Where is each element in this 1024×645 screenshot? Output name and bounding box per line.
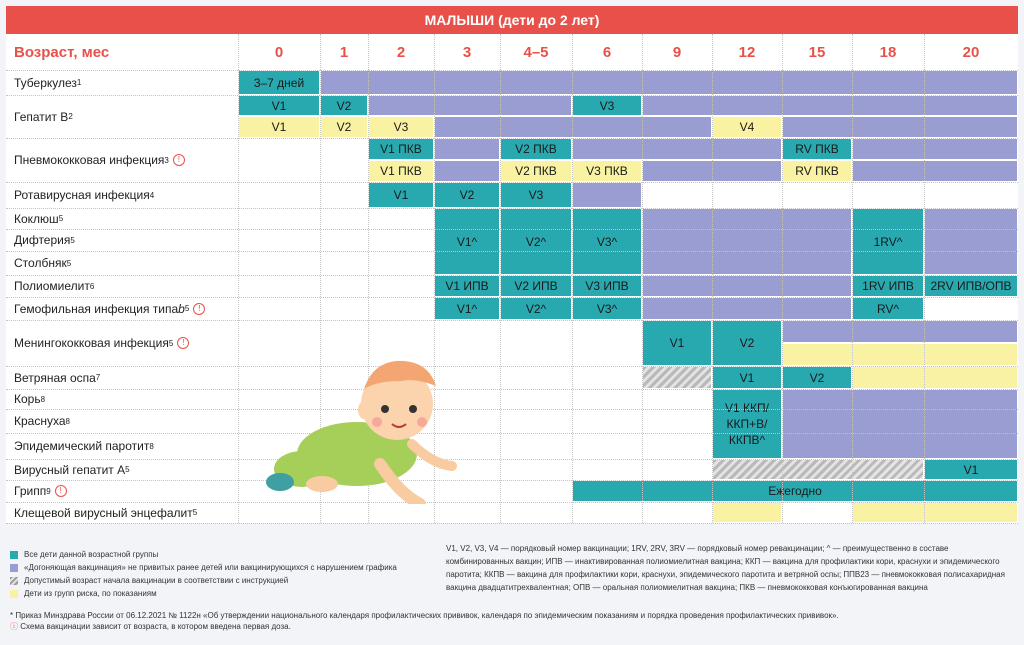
- legend-item: [10, 589, 157, 598]
- legend-text: Все дети данной возрастной группы: [24, 550, 159, 559]
- pneumo-risk-v3-cell: V3 ПКВ: [573, 161, 641, 181]
- tb-catchup-cell: [321, 71, 1017, 94]
- pneumo-catchup-cell: [573, 139, 781, 159]
- row-divider: [6, 95, 1018, 96]
- header-divider: [320, 34, 321, 70]
- flu-annual-cell: Ежегодно: [573, 481, 1017, 501]
- disease-name: Вирусный гепатит А: [14, 462, 126, 477]
- disease-label: [14, 70, 81, 95]
- disease-name: Полиомиелит: [14, 279, 90, 293]
- polio-v1-cell: V1 ИПВ: [435, 276, 499, 296]
- column-divider: [712, 70, 713, 523]
- legend: [6, 536, 1018, 606]
- disease-name: Туберкулез: [14, 75, 77, 90]
- disease-label: [14, 251, 71, 275]
- header-divider: [572, 34, 573, 70]
- pneumo-catchup-cell: [853, 161, 1017, 181]
- warning-icon: !: [177, 337, 189, 349]
- hepa-hatch-cell: [713, 460, 923, 479]
- pneumo-catchup-cell: [853, 139, 1017, 159]
- hib-type-letter: b: [178, 301, 185, 316]
- pneumo-risk-v2-cell: V2 ПКВ: [501, 161, 571, 181]
- header-divider: [500, 34, 501, 70]
- pneumo-risk-v1-cell: V1 ПКВ: [369, 161, 433, 181]
- varicella-v2-cell: V2: [783, 367, 851, 388]
- hepb-risk-v2-cell: V2: [321, 117, 367, 137]
- disease-label: [14, 409, 70, 433]
- dtp-catchup-cell: [643, 209, 851, 274]
- pneumo-catchup-cell: [435, 139, 499, 159]
- row-divider: [6, 433, 1018, 434]
- polio-catchup-cell: [643, 276, 851, 296]
- footnote-mark: 1: [76, 78, 82, 87]
- disease-name: Краснуха: [14, 414, 66, 428]
- dtp-catchup-cell: [925, 209, 1017, 274]
- crawling-baby-illustration: [262, 344, 462, 504]
- legend-item: [10, 576, 288, 585]
- hepb-v2-cell: V2: [321, 96, 367, 115]
- varicella-risk-cell: [853, 367, 1017, 388]
- legend-text: Допустимый возраст начала вакцинации в соответствии с инструкцией: [24, 576, 289, 585]
- legend-swatch: [10, 590, 18, 598]
- hib-catchup-cell: [643, 298, 851, 319]
- disease-label: [14, 182, 154, 208]
- footnote-mark: 5: [192, 508, 198, 517]
- disease-name: Грипп: [14, 484, 47, 498]
- disease-name: Клещевой вирусный энцефалит: [14, 505, 193, 520]
- disease-name: Столбняк: [14, 256, 67, 270]
- hepb-catchup-cell: [643, 96, 1017, 115]
- hib-v2-cell: V2^: [501, 298, 571, 319]
- legend-swatch: [10, 577, 18, 585]
- age-column-3: 2: [368, 34, 434, 70]
- age-column-2: 1: [320, 34, 368, 70]
- age-column-8: 12: [712, 34, 782, 70]
- disease-label: [14, 208, 63, 229]
- header-divider: [238, 34, 239, 70]
- varicella-v1-cell: V1: [713, 367, 781, 388]
- dtp-v3-cell: V3^: [573, 209, 641, 274]
- hib-v3-cell: V3^: [573, 298, 641, 319]
- header-divider: [712, 34, 713, 70]
- warning-icon: !: [193, 303, 205, 315]
- mening-risk-cell: [783, 344, 1017, 365]
- row-divider: [6, 208, 1018, 209]
- header-divider: [782, 34, 783, 70]
- disease-name: Менингококковая инфекция: [14, 336, 169, 350]
- abbreviations-text: V1, V2, V3, V4 — порядковый номер вакцинации; 1RV, 2RV, 3RV — порядковый номер ревакцинации; ^ — преимущественно в составе комбинированных вакцин; ИПВ — инактивированная полиомиелитная вакцина; ККП — вакцина для профилактики кори, краснухи и эпидемического паротита; ККПВ — вакцина для профилактики кори, краснухи, эпидемического паротита и ветряной оспы; ППВ23 — пневмококковая полисахаридная вакцина двадцатитрехвалентная; ОПВ — оральная полиомиелитная вакцина; ПКВ — пневмококковая конъюгированная вакцина: [446, 544, 1005, 592]
- disease-label: [14, 389, 45, 409]
- disease-name: Дифтерия: [14, 233, 71, 247]
- column-divider: [500, 70, 501, 523]
- varicella-hatch-cell: [643, 367, 711, 388]
- disease-label: [14, 138, 185, 182]
- legend-item: [10, 550, 158, 559]
- disease-label: [14, 229, 75, 251]
- age-column-6: 6: [572, 34, 642, 70]
- polio-v2-cell: V2 ИПВ: [501, 276, 571, 296]
- footnote-mark: 3: [164, 155, 169, 165]
- age-column-10: 18: [852, 34, 924, 70]
- footnotes: [10, 610, 839, 632]
- row-divider: [6, 229, 1018, 230]
- warning-icon: !: [55, 485, 67, 497]
- disease-label: [14, 320, 189, 366]
- pneumo-risk-rv-cell: RV ПКВ: [783, 161, 851, 181]
- footnote-mark: 5: [125, 465, 130, 474]
- mening-v1-cell: V1: [643, 321, 711, 365]
- hib-rv-cell: RV^: [853, 298, 923, 319]
- rota-catchup-cell: [573, 183, 641, 207]
- dtp-v2-cell: V2^: [501, 209, 571, 274]
- header-divider: [924, 34, 925, 70]
- polio-rv2-cell: 2RV ИПВ/ОПВ: [925, 276, 1017, 296]
- schedule-grid: [6, 70, 1018, 523]
- header-divider: [642, 34, 643, 70]
- row-divider: [6, 523, 1018, 524]
- disease-label: [14, 480, 67, 502]
- header-divider: [434, 34, 435, 70]
- footnote-mark: 8: [149, 441, 154, 451]
- row-divider: [6, 70, 1018, 71]
- footnote-mark: 5: [70, 235, 75, 245]
- warning-icon: !: [173, 154, 185, 166]
- footnote-scheme: [10, 621, 839, 632]
- row-divider: [6, 389, 1018, 390]
- mening-v2-cell: V2: [713, 321, 781, 365]
- age-column-4: 3: [434, 34, 500, 70]
- disease-label: [14, 366, 100, 389]
- footnote-mark: 8: [65, 416, 70, 426]
- rota-v2-cell: V2: [435, 183, 499, 207]
- header-divider: [368, 34, 369, 70]
- hepb-risk-v1-cell: V1: [239, 117, 319, 137]
- footnote-mark: 5: [58, 214, 64, 223]
- pneumo-rv-cell: RV ПКВ: [783, 139, 851, 159]
- disease-name: Эпидемический паротит: [14, 439, 150, 453]
- age-column-9: 15: [782, 34, 852, 70]
- column-divider: [782, 70, 783, 523]
- row-divider: [6, 409, 1018, 410]
- disease-label: [14, 275, 94, 297]
- footnote-order: * Приказ Минздрава России от 06.12.2021 № 1122н «Об утверждении национального календаря профилактических прививок, календаря по эпидемическим показаниям и порядка проведения профилактических прививок».: [10, 611, 839, 620]
- footnote-mark: 5: [66, 258, 72, 268]
- disease-name: Пневмококковая инфекция: [14, 153, 165, 167]
- age-column-1: 0: [238, 34, 320, 70]
- footnote-mark: 5: [168, 338, 174, 348]
- disease-name: Коклюш: [14, 211, 59, 226]
- disease-name: Гемофильная инфекция типа: [14, 301, 179, 316]
- vaccination-schedule: [6, 6, 1018, 634]
- disease-label: [14, 297, 205, 320]
- legend-text: Дети из групп риска, по показаниям: [24, 589, 157, 598]
- disease-label: [14, 502, 197, 523]
- hepb-v1-cell: V1: [239, 96, 319, 115]
- age-header-label: Возраст, мес: [6, 34, 238, 70]
- legend-text: «Догоняющая вакцинация» не привитых ранее детей или вакцинирующихся с нарушением графика: [24, 563, 397, 572]
- legend-item: [10, 563, 397, 572]
- hepb-risk-v3-cell: V3: [369, 117, 433, 137]
- column-divider: [238, 70, 239, 523]
- disease-name: Ветряная оспа: [14, 370, 96, 385]
- row-divider: [6, 459, 1018, 460]
- hepb-risk-v4-cell: V4: [713, 117, 781, 137]
- row-divider: [6, 366, 1018, 367]
- column-divider: [852, 70, 853, 523]
- mmr-v1-cell: V1 ККП/ ККП+В/ ККПВ^: [713, 390, 781, 458]
- row-divider: [6, 275, 1018, 276]
- column-divider: [572, 70, 573, 523]
- mmr-catchup-cell: [783, 390, 1017, 458]
- page-title: МАЛЫШИ (дети до 2 лет): [6, 6, 1018, 34]
- rota-v1-cell: V1: [369, 183, 433, 207]
- polio-rv1-cell: 1RV ИПВ: [853, 276, 923, 296]
- pneumo-catchup-cell: [435, 161, 499, 181]
- rota-v3-cell: V3: [501, 183, 571, 207]
- hepb-catchup-cell: [369, 96, 571, 115]
- age-column-7: 9: [642, 34, 712, 70]
- hib-v1-cell: V1^: [435, 298, 499, 319]
- footnote-mark: 6: [89, 281, 95, 291]
- disease-label: [14, 433, 154, 459]
- disease-name: Корь: [14, 392, 41, 406]
- mening-catchup-cell: [783, 321, 1017, 342]
- tb-birth-cell: 3–7 дней: [239, 71, 319, 94]
- dtp-v1-cell: V1^: [435, 209, 499, 274]
- footnote-mark: 9: [46, 486, 51, 496]
- footnote-mark: 4: [149, 190, 155, 200]
- disease-name: Гепатит В: [14, 109, 69, 124]
- legend-swatch: [10, 564, 18, 572]
- age-column-11: 20: [924, 34, 1018, 70]
- footnote-mark: 5: [184, 304, 190, 313]
- column-divider: [642, 70, 643, 523]
- disease-label: [14, 459, 130, 480]
- disease-name: Ротавирусная инфекция: [14, 188, 150, 202]
- tbe-risk-cell: [853, 503, 1017, 522]
- footnote-mark: 7: [95, 373, 101, 382]
- row-divider: [6, 182, 1018, 183]
- footnote-scheme-text: Схема вакцинации зависит от возраста, в котором введена первая доза.: [20, 622, 291, 631]
- hepb-v3-cell: V3: [573, 96, 641, 115]
- pneumo-v1-cell: V1 ПКВ: [369, 139, 433, 159]
- tbe-risk-cell: [713, 503, 781, 522]
- polio-v3-cell: V3 ИПВ: [573, 276, 641, 296]
- hepb-catchup-cell: [783, 117, 1017, 137]
- footnote-mark: 8: [40, 394, 46, 404]
- footnote-mark: 2: [68, 112, 73, 121]
- pneumo-v2-cell: V2 ПКВ: [501, 139, 571, 159]
- hepa-v1-cell: V1: [925, 460, 1017, 479]
- row-divider: [6, 480, 1018, 481]
- hepb-catchup-cell: [435, 117, 711, 137]
- column-divider: [924, 70, 925, 523]
- dtp-rv-cell: 1RV^: [853, 209, 923, 274]
- row-divider: [6, 251, 1018, 252]
- legend-swatch: [10, 551, 18, 559]
- disease-label: [14, 95, 73, 138]
- header-divider: [852, 34, 853, 70]
- warning-icon: ⓘ: [10, 622, 18, 631]
- age-column-5: 4–5: [500, 34, 572, 70]
